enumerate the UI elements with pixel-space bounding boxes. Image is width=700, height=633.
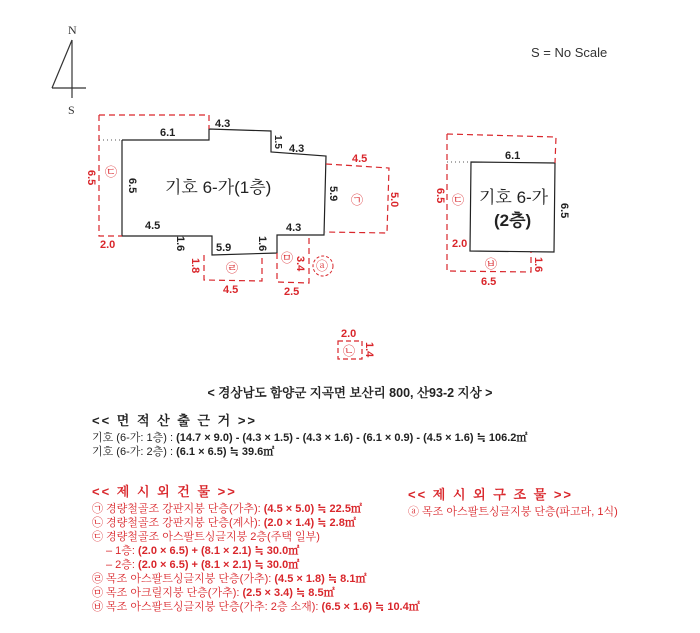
- area-row-formula: (14.7 × 9.0) - (4.3 × 1.5) - (4.3 × 1.6) - (6.1 × 0.9) - (4.5 × 1.6) ≒ 106.2㎡: [176, 432, 528, 444]
- dimension-label: 2.0: [452, 238, 468, 250]
- south-label: S: [68, 103, 75, 117]
- area-row-formula: (6.1 × 6.5) ≒ 39.6㎡: [176, 446, 275, 458]
- dimension-label: 4.3: [286, 222, 302, 234]
- dimension-label: 6.1: [160, 127, 176, 139]
- dimension-label: 6.5: [85, 170, 97, 186]
- row-formula: (6.5 × 1.6) ≒ 10.4㎡: [321, 601, 420, 613]
- row-formula: (2.0 × 1.4) ≒ 2.8㎡: [263, 517, 356, 529]
- dimension-label: 6.5: [126, 178, 138, 194]
- dimension-label: 4.5: [223, 284, 239, 296]
- dimension-label: 6.5: [481, 276, 497, 288]
- dimension-label: 2.5: [284, 286, 300, 298]
- row-formula: (4.5 × 1.8) ≒ 8.1㎡: [274, 573, 367, 585]
- dimension-label: 6.5: [558, 203, 570, 219]
- row-label: ㉢ 경량철골조 아스팔트싱글지붕 2층(주택 일부): [92, 531, 320, 543]
- excluded-row: [92, 544, 420, 558]
- building-2-label-line2: (2층): [494, 211, 532, 230]
- excluded-row: [92, 516, 420, 530]
- dimension-label: ㉠: [351, 193, 364, 207]
- row-label: – 2층:: [106, 559, 139, 571]
- building-2-outline: [470, 162, 555, 252]
- area-row-label: 기호 (6-가: 2층) :: [92, 446, 177, 458]
- dimension-label: 5.9: [327, 186, 339, 202]
- row-label: ㉣ 목조 아스팔트싱글지붕 단층(가추):: [92, 573, 275, 585]
- row-formula: (2.5 × 3.4) ≒ 8.5㎡: [242, 587, 335, 599]
- excluded-row: [92, 558, 420, 572]
- dimension-label: 6.1: [505, 150, 521, 162]
- excluded-row: [92, 572, 420, 586]
- excluded-row: [92, 530, 420, 544]
- dimension-label: 4.3: [289, 143, 305, 155]
- dimension-label: 1.5: [272, 135, 283, 149]
- dimension-label: 1.8: [189, 258, 201, 274]
- north-arrow-icon: [52, 23, 86, 117]
- row-formula: (4.5 × 5.0) ≒ 22.5㎡: [263, 503, 362, 515]
- excluded-buildings-title: << 제 시 외 건 물 >>: [92, 484, 237, 499]
- dimension-label: 4.5: [145, 220, 161, 232]
- excluded-structures-title: << 제 시 외 구 조 물 >>: [408, 487, 573, 502]
- row-formula: (2.0 × 6.5) + (8.1 × 2.1) ≒ 30.0㎡: [138, 559, 300, 571]
- row-label: ㉤ 목조 아크릴지붕 단층(가추):: [92, 587, 243, 599]
- building-1-label: 기호 6-가(1층): [165, 178, 272, 197]
- scale-note: S = No Scale: [531, 45, 608, 60]
- address-title: < 경상남도 함양군 지곡면 보산리 800, 산93-2 지상 >: [207, 386, 493, 400]
- dimension-label: ㉥: [485, 257, 498, 271]
- dimension-label: 1.6: [256, 236, 268, 252]
- dimension-label: 5.9: [216, 242, 232, 254]
- dimension-label: ⓐ: [316, 259, 329, 273]
- area-basis-section: [92, 414, 527, 459]
- dimension-label: ㉣: [226, 261, 239, 275]
- area-basis-title: << 면 적 산 출 근 거 >>: [92, 413, 257, 428]
- building-2-label-line1: 기호 6-가: [479, 188, 549, 207]
- dimension-label: 1.6: [174, 236, 186, 252]
- row-label: – 1층:: [106, 545, 139, 557]
- dimension-label: 3.4: [294, 256, 306, 272]
- structure-row: ⓐ 목조 아스팔트싱글지붕 단층(파고라, 1식): [408, 506, 618, 518]
- dimension-label: ㉢: [452, 193, 465, 207]
- north-label: N: [68, 23, 77, 37]
- row-formula: (2.0 × 6.5) + (8.1 × 2.1) ≒ 30.0㎡: [138, 545, 300, 557]
- dimension-label: 1.4: [363, 342, 375, 358]
- dimension-label: ㉤: [281, 251, 294, 265]
- excluded-row: [92, 502, 420, 516]
- area-row-label: 기호 (6-가: 1층) :: [92, 432, 177, 444]
- dimension-label: 2.0: [100, 239, 116, 251]
- dimension-label: 1.6: [532, 257, 544, 273]
- row-label: ㉡ 경량철골조 강판지붕 단층(계사):: [92, 517, 264, 529]
- excluded-buildings-section: [92, 485, 420, 614]
- dimension-label: 4.5: [352, 153, 368, 165]
- area-row: [92, 445, 527, 459]
- dimension-label: ㉡: [343, 344, 356, 358]
- area-row: [92, 431, 527, 445]
- excluded-row: [92, 586, 420, 600]
- excluded-structures-section: [408, 488, 618, 519]
- dimension-label: 2.0: [341, 328, 357, 340]
- excluded-row: [92, 600, 420, 614]
- dimension-label: ㉢: [105, 165, 118, 179]
- dimension-label: 5.0: [388, 192, 400, 208]
- row-label: ㉠ 경량철골조 강판지붕 단층(가추):: [92, 503, 264, 515]
- dimension-label: 4.3: [215, 118, 231, 130]
- dimension-label: 6.5: [434, 188, 446, 204]
- row-label: ㉥ 목조 아스팔트싱글지붕 단층(가추: 2층 소재):: [92, 601, 322, 613]
